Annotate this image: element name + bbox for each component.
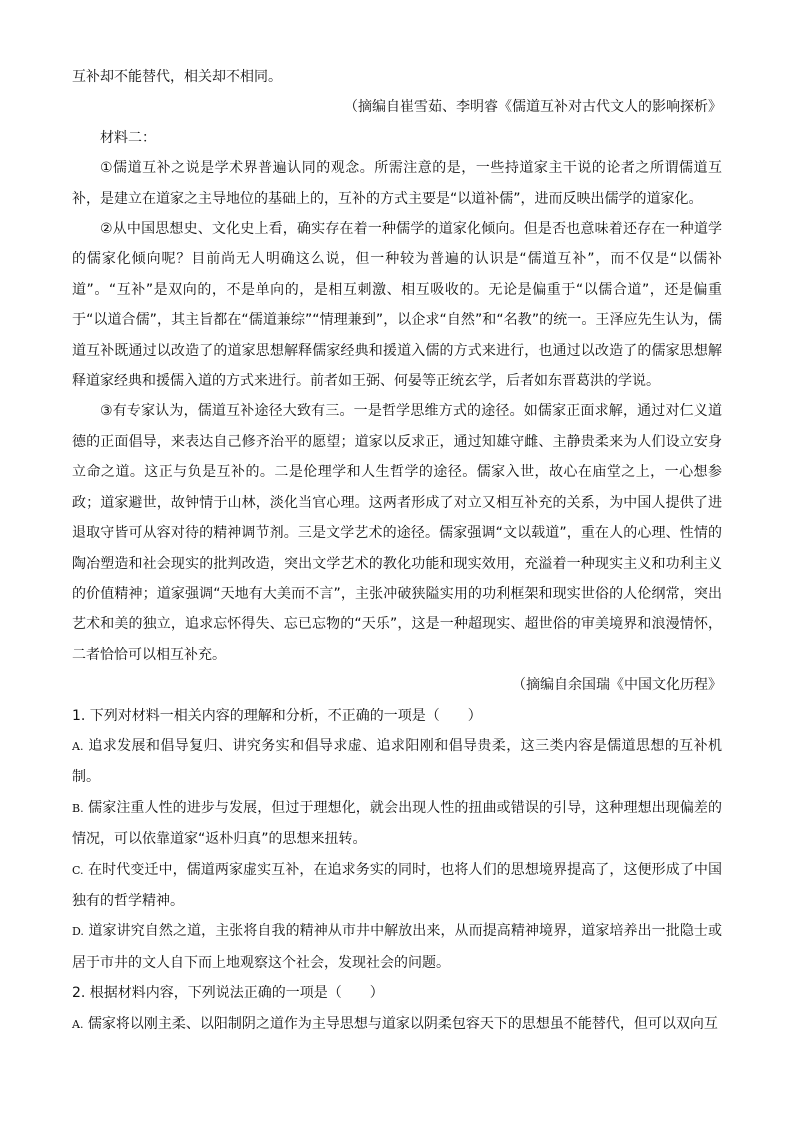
option-letter: A.	[72, 1017, 84, 1031]
option-letter: C.	[72, 863, 84, 877]
question-1-stem: 1. 下列对材料一相关内容的理解和分析，不正确的一项是（ ）	[72, 707, 482, 724]
question-2-option-a	[72, 1009, 722, 1040]
material-two-paragraph-1: ①儒道互补之说是学术界普遍认同的观念。所需注意的是，一些持道家主干说的论者之所谓儒道互补，是建立在道家之主导地位的基础上的，互补的方式主要是“以道补儒”，进而反映出儒学的道家化。	[72, 160, 722, 207]
option-text: 追求发展和倡导复归、讲究务实和倡导求虚、追求阳刚和倡导贵柔，这三类内容是儒道思想的互补机制。	[72, 737, 723, 786]
option-text: 儒家注重人性的进步与发展，但过于理想化，就会出现人性的扭曲或错误的引导，这种理想出现偏差的情况，可以依靠道家“返朴归真”的思想来扭转。	[72, 799, 723, 848]
option-letter: D.	[72, 925, 84, 939]
option-letter: B.	[72, 801, 84, 815]
paragraph-continuation: 互补却不能替代，相关却不相同。	[72, 69, 282, 85]
material-two-heading: 材料二：	[100, 129, 156, 146]
question-1-option-a	[72, 731, 722, 793]
question-1-option-c	[72, 855, 722, 917]
option-text: 道家讲究自然之道，主张将自我的精神从市井中解放出来，从而提高精神境界，道家培养出一批隐士或居于市井的文人自下而上地观察这个社会，发现社会的问题。	[72, 923, 722, 971]
material-two-paragraph-3: ③有专家认为，儒道互补途径大致有三。一是哲学思维方式的途径。如儒家正面求解，通过对仁义道德的正面倡导，来表达自己修齐治平的愿望；道家以反求正，通过知雄守雌、主静贵柔来为人们设立安身立命之道。这正与负是互补的。二是伦理学和人生哲学的途径。儒家入世，故心在庙堂之上，一心想参政；道家避世，故钟情于山林，淡化当官心理。这两者形成了对立又相互补充的关系，为中国人提供了进退取守皆可从容对待的精神调节剂。三是文学艺术的途径。儒家强调“文以载道”，重在人的心理、性情的陶冶塑造和社会现实的批判改造，突出文学艺术的教化功能和现实效用，充溢着一种现实主义和功利主义的价值精神；道家强调“天地有大美而不言”，主张冲破狭隘实用的功利框架和现实世俗的人伦纲常，突出艺术和美的独立，追求忘怀得失、忘已忘物的“天乐”，这是一种超现实、超世俗的审美境界和浪漫情怀，二者恰恰可以相互补充。	[72, 403, 722, 663]
material-two-paragraph-2: ②从中国思想史、文化史上看，确实存在着一种儒学的道家化倾向。但是否也意味着还存在一种道学的儒家化倾向呢？目前尚无人明确这么说，但一种较为普遍的认识是“儒道互补”，而不仅是“以儒补道”。“互补”是双向的，不是单向的，是相互刺激、相互吸收的。无论是偏重于“以儒合道”，还是偏重于“以道合儒”，其主旨都在“儒道兼综”“情理兼到”，以企求“自然”和“名教”的统一。王泽应先生认为，儒道互补既通过以改造了的道家思想解释儒家经典和援道入儒的方式来进行，也通过以改造了的儒家思想解释道家经典和援儒入道的方式来进行。前者如王弼、何晏等正统玄学，后者如东晋葛洪的学说。	[72, 221, 722, 390]
question-1-option-b	[72, 793, 722, 855]
question-2-stem: 2. 根据材料内容，下列说法正确的一项是（ ）	[72, 985, 384, 1002]
question-1-option-d	[72, 916, 722, 978]
document-content	[72, 62, 722, 1040]
option-text: 在时代变迁中，儒道两家虚实互补，在追求务实的同时，也将人们的思想境界提高了，这便形成了中国独有的哲学精神。	[72, 861, 723, 909]
source-citation-1: （摘编自崔雪茹、李明睿《儒道互补对古代文人的影响探析》	[344, 99, 722, 116]
source-citation-2: （摘编自余国瑞《中国文化历程》	[512, 677, 722, 694]
option-letter: A.	[72, 739, 84, 753]
option-text: 儒家将以刚主柔、以阳制阴之道作为主导思想与道家以阴柔包容天下的思想虽不能替代，但可以双向互	[87, 1015, 718, 1032]
